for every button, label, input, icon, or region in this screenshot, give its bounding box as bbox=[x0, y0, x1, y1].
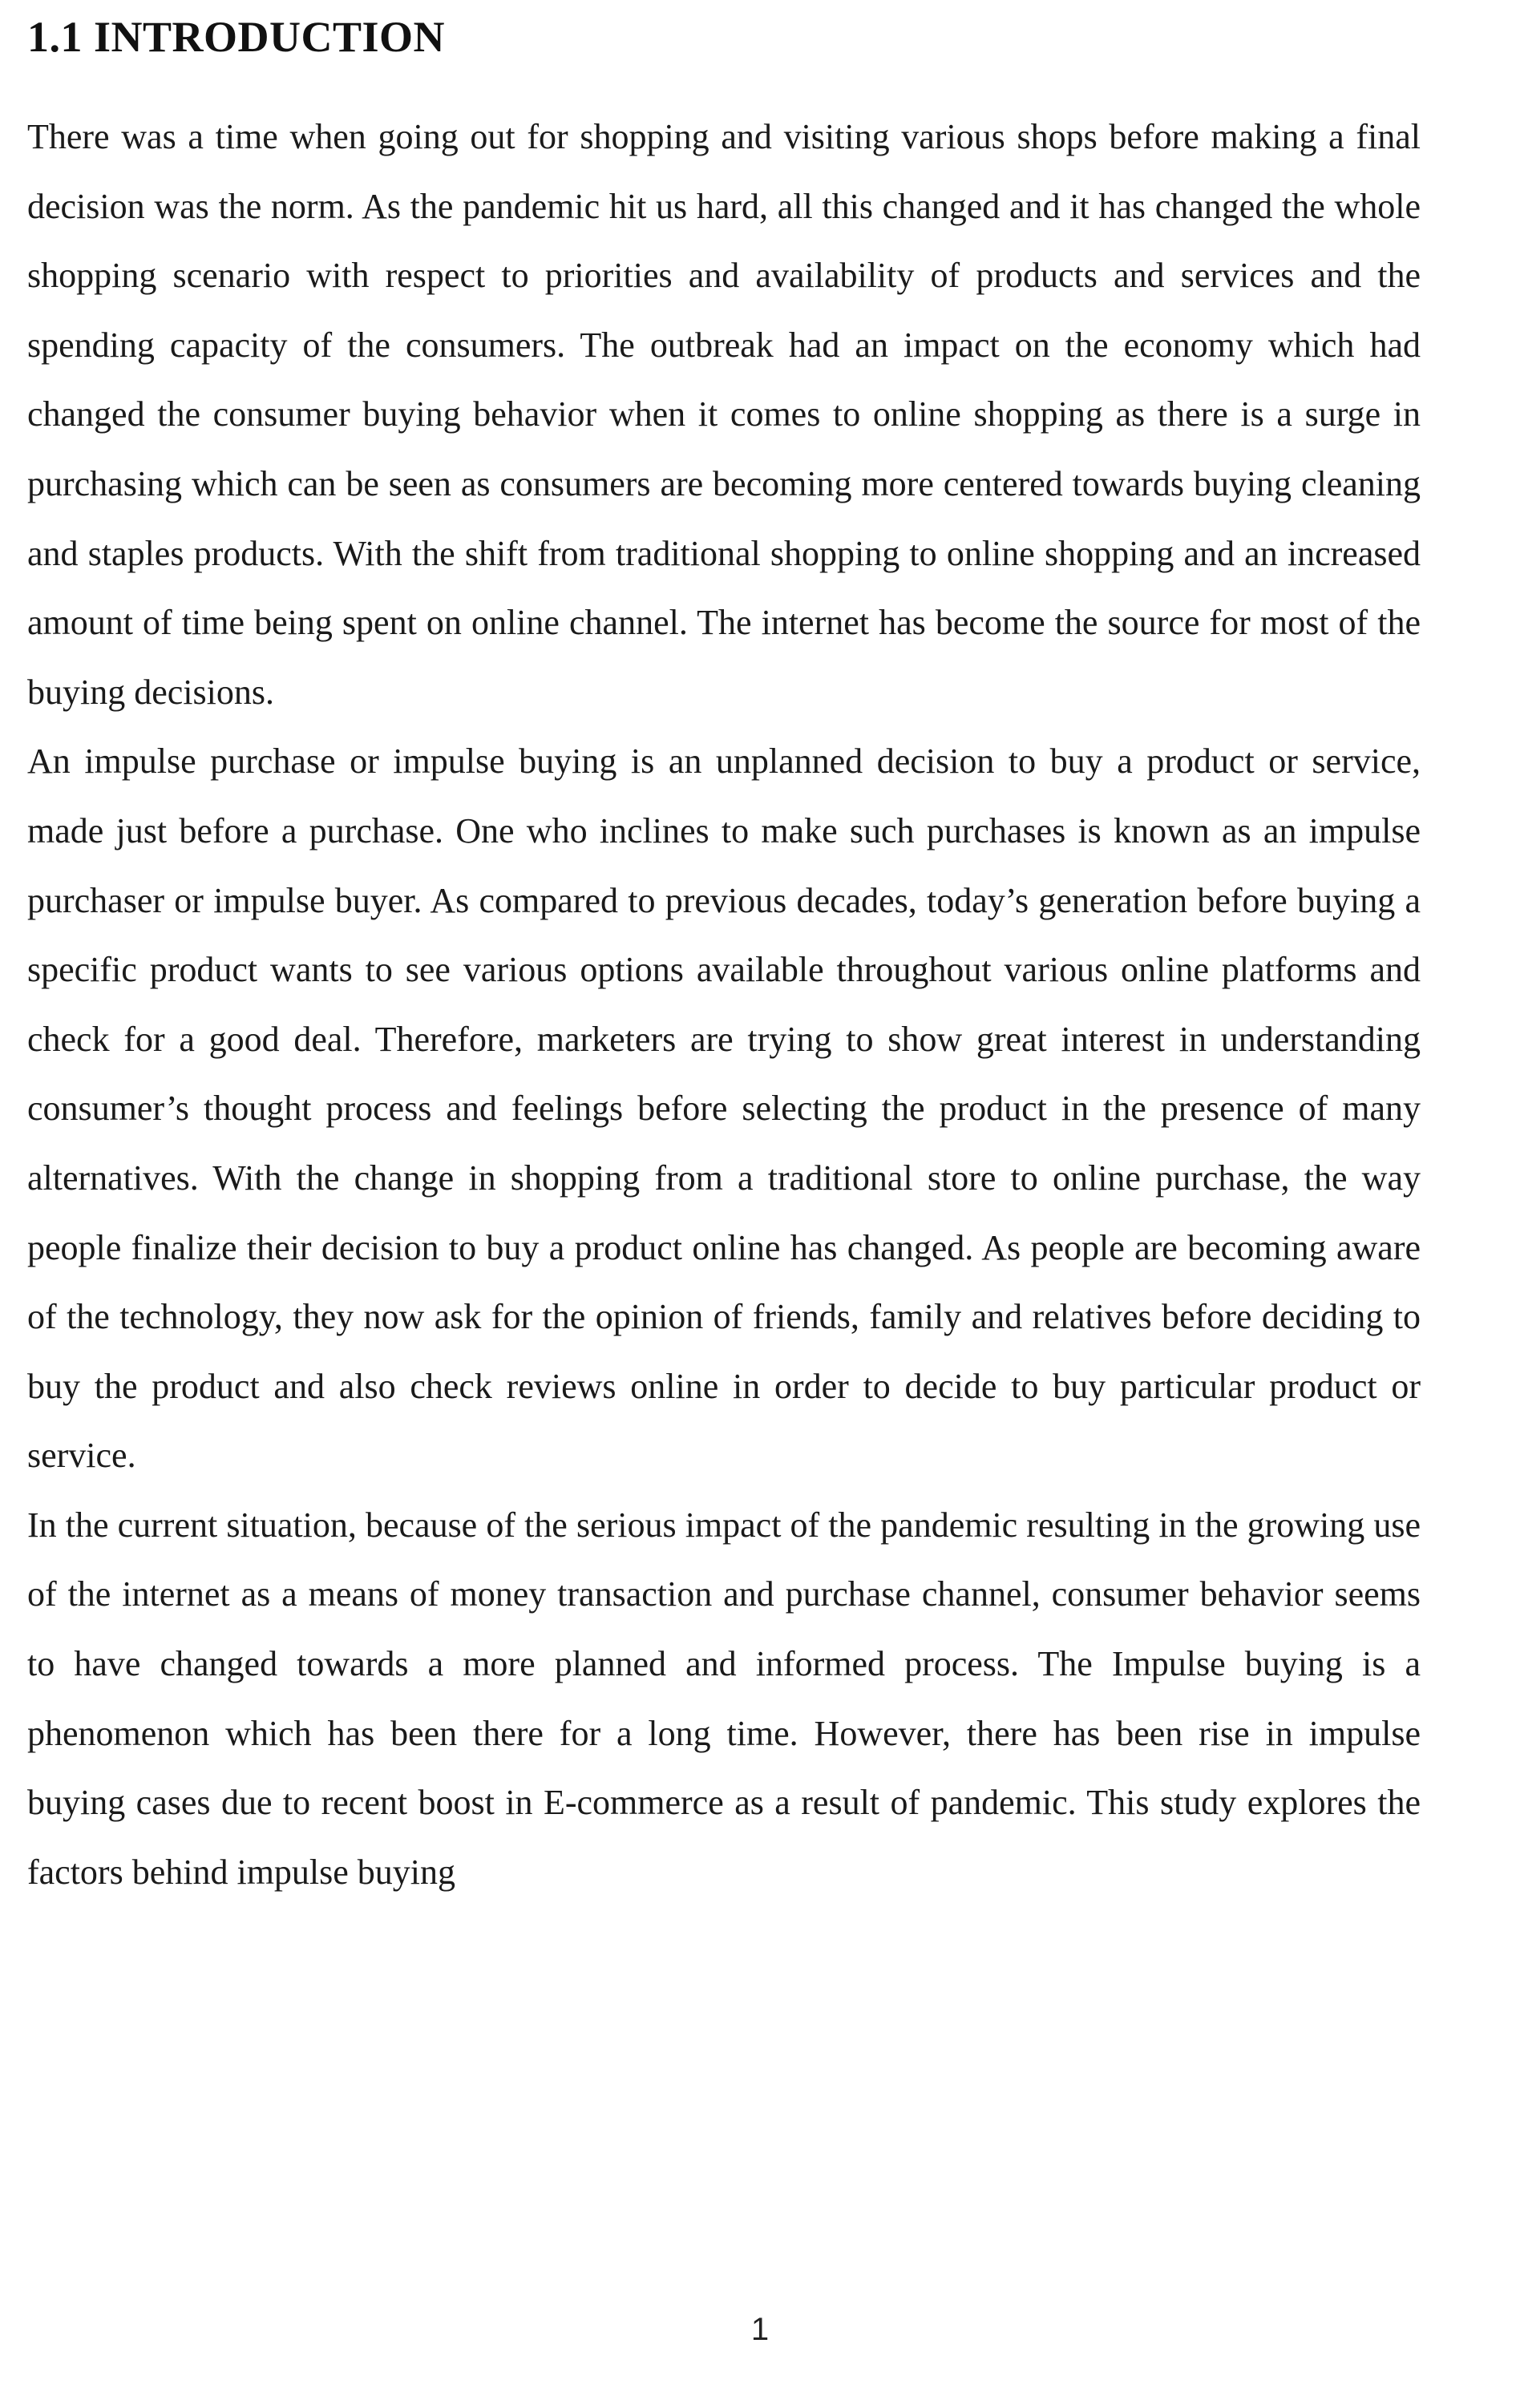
body-text bbox=[27, 103, 1421, 1907]
paragraph-1: There was a time when going out for shopping and visiting various shops before making a final decision was the norm. As the pandemic hit us hard, all this changed and it has changed the whole shopping scenario with respect to priorities and availability of products and services and the spending capacity of the consumers. The outbreak had an impact on the economy which had changed the consumer buying behavior when it comes to online shopping as there is a surge in purchasing which can be seen as consumers are becoming more centered towards buying cleaning and staples products. With the shift from traditional shopping to online shopping and an increased amount of time being spent on online channel. The internet has become the source for most of the buying decisions. bbox=[27, 117, 1421, 712]
page-number: 1 bbox=[750, 2312, 770, 2347]
section-heading: 1.1 INTRODUCTION bbox=[27, 13, 446, 61]
paragraph-2: An impulse purchase or impulse buying is an unplanned decision to buy a product or service, made just before a purchase. One who inclines to make such purchases is known as an impulse purchaser or impulse buyer. As compared to previous decades, today’s generation before buying a specific product wants to see various options available throughout various online platforms and check for a good deal. Therefore, marketers are trying to show great interest in understanding consumer’s thought process and feelings before selecting the product in the presence of many alternatives. With the change in shopping from a traditional store to online purchase, the way people finalize their decision to buy a product online has changed. As people are becoming aware of the technology, they now ask for the opinion of friends, family and relatives before deciding to buy the product and also check reviews online in order to decide to buy particular product or service. bbox=[27, 741, 1421, 1476]
paragraph-3: In the current situation, because of the serious impact of the pandemic resulting in the growing use of the internet as a means of money transaction and purchase channel, consumer behavior seems to have changed towards a more planned and informed process. The Impulse buying is a phenomenon which has been there for a long time. However, there has been rise in impulse buying cases due to recent boost in E-commerce as a result of pandemic. This study explores the factors behind impulse buying bbox=[27, 1505, 1421, 1892]
